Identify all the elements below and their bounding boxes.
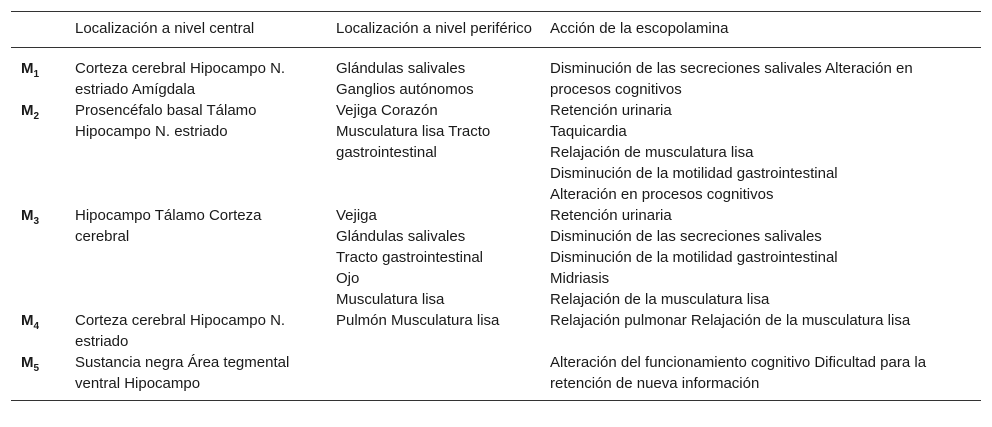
peripheral-item: Musculatura lisa xyxy=(336,291,445,308)
action-item: Disminución de la motilidad gastrointestinal xyxy=(550,249,838,266)
action-item: Alteración del funcionamiento cognitivo Dificultad para la retención de nueva información xyxy=(550,354,927,392)
central-location-cell: Corteza cerebral Hipocampo N. estriado Amígdala xyxy=(75,60,286,98)
action-item: Midriasis xyxy=(550,270,610,287)
action-item: Disminución de la motilidad gastrointestinal xyxy=(550,165,838,182)
peripheral-location-cell xyxy=(336,352,550,401)
peripheral-item: Ganglios autónomos xyxy=(336,81,474,98)
action-item: Disminución de las secreciones salivales xyxy=(550,228,822,245)
action-item: Relajación de la musculatura lisa xyxy=(550,291,770,308)
action-cell xyxy=(550,48,981,101)
action-cell xyxy=(550,352,981,401)
peripheral-location-cell xyxy=(336,100,550,205)
header-central-location: Localización a nivel central xyxy=(75,20,255,37)
central-location-cell: Prosencéfalo basal Tálamo Hipocampo N. estriado xyxy=(75,102,257,140)
central-location-cell: Hipocampo Tálamo Corteza cerebral xyxy=(75,207,262,245)
action-item: Relajación pulmonar Relajación de la musculatura lisa xyxy=(550,312,911,329)
table-row xyxy=(11,310,981,352)
action-item: Taquicardia xyxy=(550,123,627,140)
table-row xyxy=(11,205,981,310)
peripheral-item: Tracto gastrointestinal xyxy=(336,249,484,266)
peripheral-location-cell xyxy=(336,205,550,310)
action-cell xyxy=(550,100,981,205)
header-scopolamine-action: Acción de la escopolamina xyxy=(550,20,729,37)
header-receptor xyxy=(11,12,75,48)
table-row xyxy=(11,352,981,401)
action-item: Retención urinaria xyxy=(550,102,672,119)
peripheral-item: Ojo xyxy=(336,270,360,287)
table-row xyxy=(11,100,981,205)
receptor-label: $M_4$ xyxy=(21,312,40,332)
peripheral-location-cell xyxy=(336,48,550,101)
peripheral-item: Pulmón Musculatura lisa xyxy=(336,312,500,329)
action-item: Alteración en procesos cognitivos xyxy=(550,186,774,203)
peripheral-location-cell xyxy=(336,310,550,352)
receptor-label: $M_1$ xyxy=(21,60,40,80)
central-location-cell: Corteza cerebral Hipocampo N. estriado xyxy=(75,312,286,350)
peripheral-item: Musculatura lisa Tracto gastrointestinal xyxy=(336,123,491,161)
action-cell xyxy=(550,310,981,352)
peripheral-item: Vejiga Corazón xyxy=(336,102,438,119)
central-location-cell: Sustancia negra Área tegmental ventral Hipocampo xyxy=(75,354,290,392)
peripheral-item: Vejiga xyxy=(336,207,377,224)
table-row xyxy=(11,48,981,101)
receptor-label: $M_5$ xyxy=(21,354,40,374)
action-cell xyxy=(550,205,981,310)
action-item: Retención urinaria xyxy=(550,207,672,224)
muscarinic-receptor-table xyxy=(11,11,981,401)
action-item: Relajación de musculatura lisa xyxy=(550,144,754,161)
receptor-label: $M_2$ xyxy=(21,102,40,122)
receptor-label: $M_3$ xyxy=(21,207,40,227)
header-peripheral-location: Localización a nivel periférico xyxy=(336,20,532,37)
peripheral-item: Glándulas salivales xyxy=(336,228,466,245)
peripheral-item: Glándulas salivales xyxy=(336,60,466,77)
action-item: Disminución de las secreciones salivales Alteración en procesos cognitivos xyxy=(550,60,913,98)
table-header-row xyxy=(11,12,981,48)
